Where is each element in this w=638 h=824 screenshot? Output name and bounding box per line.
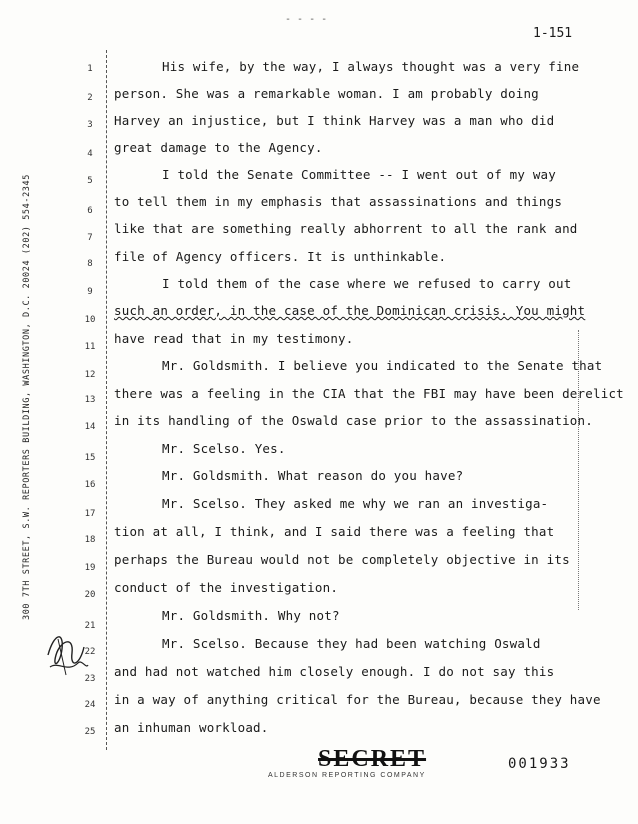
- line-number: 4: [87, 149, 93, 159]
- line-number: 19: [84, 563, 96, 573]
- line-number: 8: [87, 259, 93, 269]
- transcript-line: Mr. Goldsmith. I believe you indicated to the Senate that: [162, 358, 603, 373]
- transcript-line: Mr. Scelso. Because they had been watching Oswald: [162, 636, 541, 651]
- transcript-line: such an order, in the case of the Dominican crisis. You might: [114, 303, 586, 318]
- transcript-line: Harvey an injustice, but I think Harvey was a man who did: [114, 113, 555, 128]
- line-number: 12: [84, 370, 96, 380]
- line-number: 23: [84, 674, 96, 684]
- secret-stamp: SECRET: [318, 746, 427, 772]
- line-number: 6: [87, 206, 93, 216]
- transcript-line: Mr. Scelso. They asked me why we ran an investiga-: [162, 496, 549, 511]
- transcript-line: file of Agency officers. It is unthinkable.: [114, 249, 447, 264]
- transcript-line: person. She was a remarkable woman. I am probably doing: [114, 86, 539, 101]
- line-number: 25: [84, 727, 96, 737]
- line-number: 10: [84, 315, 96, 325]
- side-address: 300 7TH STREET, S.W. REPORTERS BUILDING, WASHINGTON, D.C. 20024 (202) 554-2345: [22, 174, 32, 620]
- transcript-line: His wife, by the way, I always thought was a very fine: [162, 59, 580, 74]
- top-mark: - - - -: [285, 14, 328, 25]
- margin-rule: [106, 50, 107, 750]
- document-id: 001933: [508, 756, 571, 772]
- line-number: 5: [87, 176, 93, 186]
- transcript-line: there was a feeling in the CIA that the FBI may have been derelict: [114, 386, 624, 401]
- transcript-line: and had not watched him closely enough. I do not say this: [114, 664, 555, 679]
- transcript-line: Mr. Goldsmith. Why not?: [162, 608, 340, 623]
- reporting-company: ALDERSON REPORTING COMPANY: [268, 772, 426, 779]
- line-number: 18: [84, 535, 96, 545]
- transcript-line: I told the Senate Committee -- I went out of my way: [162, 167, 557, 182]
- transcript-line: like that are something really abhorrent to all the rank and: [114, 221, 578, 236]
- line-number: 2: [87, 93, 93, 103]
- line-number: 1: [87, 64, 93, 74]
- line-number: 14: [84, 422, 96, 432]
- line-number: 16: [84, 480, 96, 490]
- page-number: 1-151: [533, 26, 573, 41]
- line-number: 21: [84, 621, 96, 631]
- line-number: 24: [84, 700, 96, 710]
- line-number: 22: [84, 647, 96, 657]
- transcript-line: tion at all, I think, and I said there was a feeling that: [114, 524, 555, 539]
- line-number: 7: [87, 233, 93, 243]
- line-number: 20: [84, 590, 96, 600]
- transcript-line: Mr. Goldsmith. What reason do you have?: [162, 468, 464, 483]
- line-number: 11: [84, 342, 96, 352]
- transcript-line: great damage to the Agency.: [114, 140, 323, 155]
- line-number: 13: [84, 395, 96, 405]
- transcript-line: have read that in my testimony.: [114, 331, 354, 346]
- line-number: 15: [84, 453, 96, 463]
- transcript-line: to tell them in my emphasis that assassinations and things: [114, 194, 563, 209]
- transcript-line: in its handling of the Oswald case prior to the assassination.: [114, 413, 593, 428]
- transcript-line: I told them of the case where we refused to carry out: [162, 276, 572, 291]
- line-number: 17: [84, 509, 96, 519]
- line-number: 3: [87, 120, 93, 130]
- transcript-line: perhaps the Bureau would not be completely objective in its: [114, 552, 570, 567]
- transcript-line: conduct of the investigation.: [114, 580, 339, 595]
- transcript-line: Mr. Scelso. Yes.: [162, 441, 286, 456]
- transcript-line: an inhuman workload.: [114, 720, 269, 735]
- transcript-line: in a way of anything critical for the Bureau, because they have: [114, 692, 601, 707]
- line-number: 9: [87, 287, 93, 297]
